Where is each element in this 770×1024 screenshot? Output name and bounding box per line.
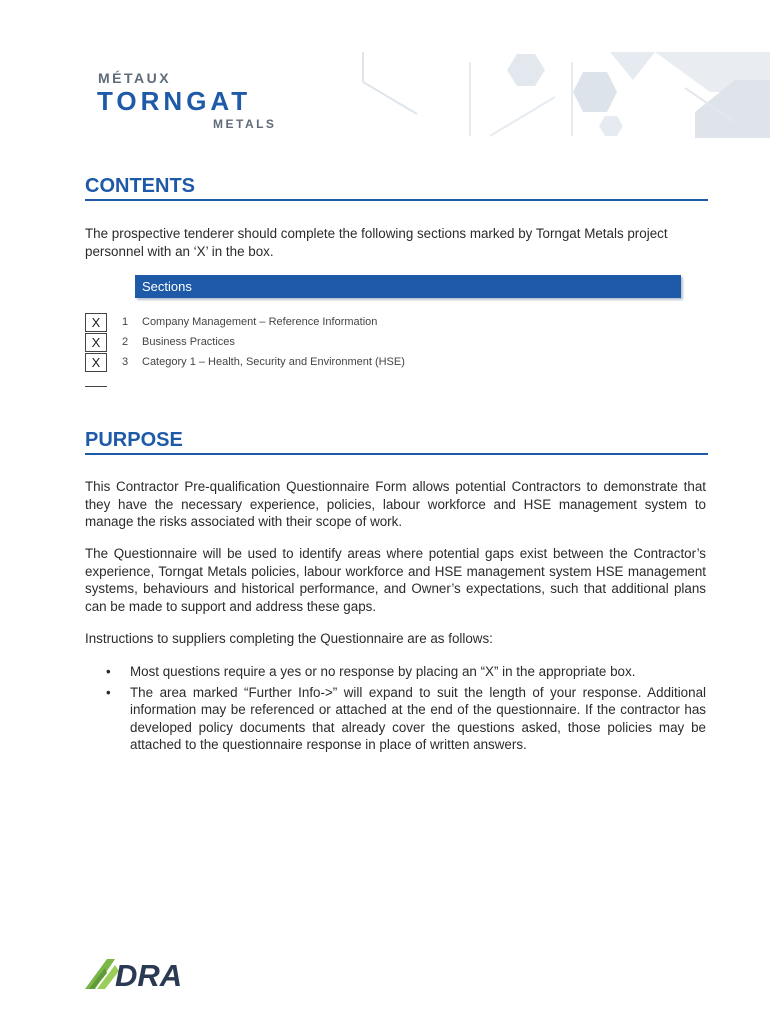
- purpose-paragraph-2: The Questionnaire will be used to identify areas where potential gaps exist between the Contractor’s experience, Torngat Metals policies, labour workforce and HSE management system HSE management systems, behaviours and historical performance, and Owner’s expectations, such that additional plans can be made to support and address these gaps.: [85, 546, 706, 614]
- contents-intro: The prospective tenderer should complete the following sections marked by Torngat Metals project personnel with an ‘X’ in the box.: [85, 226, 668, 259]
- list-item: [85, 684, 706, 754]
- list-item-text: The area marked “Further Info->” will expand to suit the length of your response. Additional information may be referenced or attached at the end of the questionnaire. If the contractor has developed policy documents that already cover the questions asked, those policies may be attached to the questionnaire response in place of written answers.: [130, 684, 706, 752]
- purpose-heading-rule: [85, 453, 708, 455]
- header-decoration-graphic: [355, 52, 770, 138]
- dra-logo-text: DRA: [115, 958, 183, 991]
- list-item: [85, 663, 706, 681]
- table-end-rule: [85, 386, 107, 387]
- section-label-1: Company Management – Reference Information: [142, 316, 378, 328]
- section-number-2: 2: [122, 336, 129, 348]
- section-checkbox-2[interactable]: X: [85, 333, 107, 352]
- section-checkbox-1[interactable]: X: [85, 313, 107, 332]
- sections-table-header: [135, 275, 681, 298]
- section-checkbox-3[interactable]: X: [85, 353, 107, 372]
- contents-heading: CONTENTS: [85, 175, 195, 197]
- bullet-icon: •: [106, 664, 111, 679]
- instructions-list: [85, 663, 706, 757]
- bullet-icon: •: [106, 684, 111, 700]
- contents-heading-rule: [85, 199, 708, 201]
- purpose-heading: PURPOSE: [85, 429, 183, 451]
- sections-header-label: Sections: [142, 279, 192, 294]
- purpose-paragraph-1: This Contractor Pre-qualification Questionnaire Form allows potential Contractors to demonstrate that they have the necessary experience, policies, labour workforce and HSE management system to manage the risks associated with their scope of work.: [85, 479, 706, 529]
- purpose-paragraph-3: Instructions to suppliers completing the Questionnaire are as follows:: [85, 631, 493, 646]
- section-label-3: Category 1 – Health, Security and Environment (HSE): [142, 356, 405, 368]
- section-label-2: Business Practices: [142, 336, 235, 348]
- section-number-1: 1: [122, 316, 129, 328]
- list-item-text: Most questions require a yes or no response by placing an “X” in the appropriate box.: [130, 664, 636, 679]
- logo-metals-text: METALS: [213, 117, 277, 131]
- logo-metaux-text: MÉTAUX: [98, 70, 172, 86]
- dra-logo: [85, 955, 210, 991]
- section-number-3: 3: [122, 356, 129, 368]
- logo-torngat-text: TORNGAT: [97, 86, 252, 116]
